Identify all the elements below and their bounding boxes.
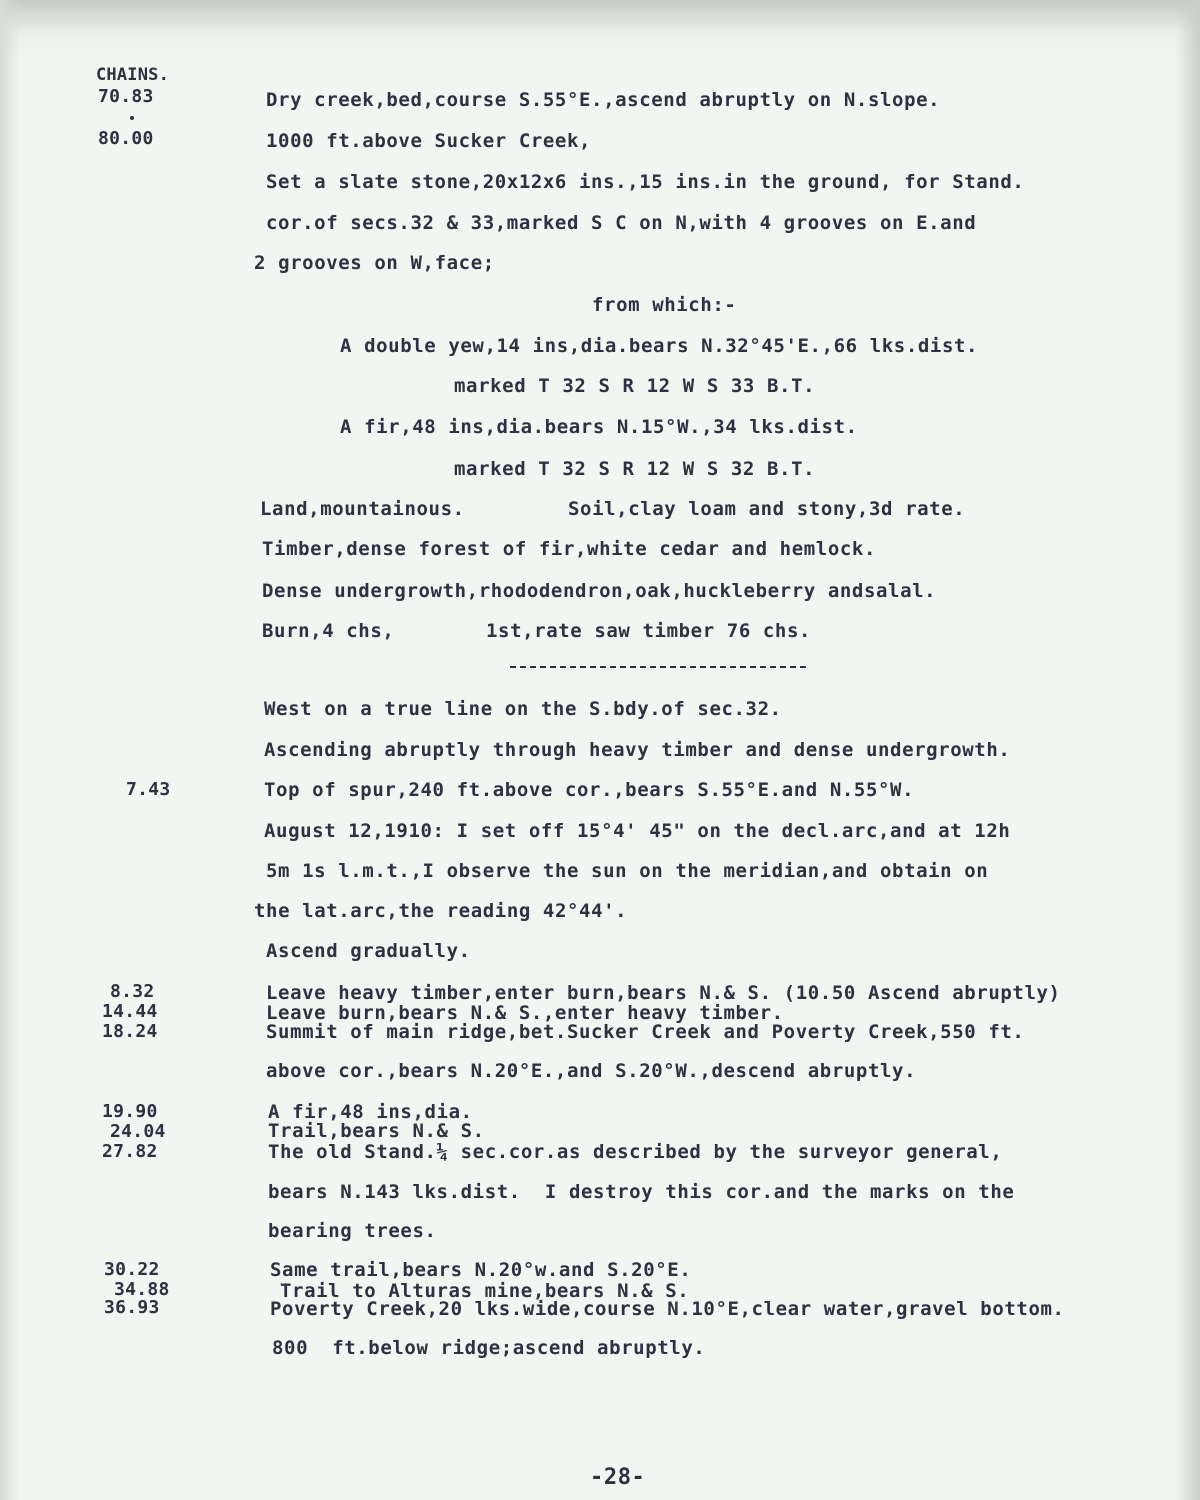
entry-text: Same trail,bears N.20°w.and S.20°E. — [270, 1259, 692, 1281]
entry-text: Top of spur,240 ft.above cor.,bears S.55°E.and N.55°W. — [264, 779, 915, 801]
chain-value: 24.04 — [110, 1121, 166, 1142]
bearing-tree-marking: marked T 32 S R 12 W S 33 B.T. — [454, 375, 816, 397]
ascend-gradually-note: Ascend gradually. — [266, 940, 471, 962]
chain-value: 27.82 — [102, 1141, 158, 1162]
page-right-edge — [1176, 0, 1200, 1500]
entry-text: Leave heavy timber,enter burn,bears N.& S. (10.50 Ascend abruptly) — [266, 982, 1061, 1004]
observation-line: the lat.arc,the reading 42°44'. — [254, 900, 628, 922]
page-number: -28- — [590, 1465, 646, 1490]
chains-column-header: CHAINS. — [96, 65, 170, 85]
line-heading: West on a true line on the S.bdy.of sec.32. — [264, 698, 782, 720]
corner-line: Set a slate stone,20x12x6 ins.,15 ins.in the ground, for Stand. — [266, 171, 1025, 193]
observation-line: 5m 1s l.m.t.,I observe the sun on the meridian,and obtain on — [266, 860, 989, 882]
entry-text: Dry creek,bed,course S.55°E.,ascend abruptly on N.slope. — [266, 89, 941, 111]
entry-continuation: bears N.143 lks.dist. I destroy this cor.and the marks on the — [268, 1181, 1015, 1203]
section-divider — [510, 666, 806, 668]
chain-value: 18.24 — [102, 1021, 158, 1042]
entry-text: 1000 ft.above Sucker Creek, — [266, 130, 592, 152]
land-description: Land,mountainous. — [260, 498, 465, 520]
chain-value: 14.44 — [102, 1001, 158, 1022]
burn-description: Burn,4 chs, — [262, 620, 395, 642]
ascending-note: Ascending abruptly through heavy timber and dense undergrowth. — [264, 739, 1011, 761]
chain-value: 19.90 — [102, 1101, 158, 1122]
ditto-dot — [130, 116, 134, 120]
chain-value: 7.43 — [126, 779, 171, 800]
observation-line: August 12,1910: I set off 15°4' 45" on the decl.arc,and at 12h — [264, 820, 1011, 842]
chain-value: 30.22 — [104, 1259, 160, 1280]
entry-text: Summit of main ridge,bet.Sucker Creek and Poverty Creek,550 ft. — [266, 1021, 1025, 1043]
corner-line: cor.of secs.32 & 33,marked S C on N,with 4 grooves on E.and — [266, 212, 977, 234]
entry-text: Leave burn,bears N.& S.,enter heavy timber. — [266, 1002, 784, 1024]
soil-description: Soil,clay loam and stony,3d rate. — [568, 498, 966, 520]
chain-value: 8.32 — [110, 981, 155, 1002]
timber-description: Timber,dense forest of fir,white cedar and hemlock. — [262, 538, 876, 560]
chain-value: 36.93 — [104, 1297, 160, 1318]
bearing-tree-description: A fir,48 ins,dia.bears N.15°W.,34 lks.dist. — [340, 416, 858, 438]
saw-timber-description: 1st,rate saw timber 76 chs. — [486, 620, 812, 642]
entry-continuation: above cor.,bears N.20°E.,and S.20°W.,descend abruptly. — [266, 1060, 917, 1082]
entry-text: Trail to Alturas mine,bears N.& S. — [280, 1280, 690, 1302]
page-top-shadow — [0, 0, 1200, 60]
chain-value: 70.83 — [98, 86, 154, 107]
chain-value: 80.00 — [98, 128, 154, 149]
entry-text: Trail,bears N.& S. — [268, 1120, 485, 1142]
entry-continuation: 800 ft.below ridge;ascend abruptly. — [272, 1337, 706, 1359]
entry-text: The old Stand.¼ sec.cor.as described by the surveyor general, — [268, 1141, 1003, 1163]
page-left-edge — [0, 0, 20, 1500]
entry-text: A fir,48 ins,dia. — [268, 1101, 473, 1123]
entry-text: Poverty Creek,20 lks.wide,course N.10°E,clear water,gravel bottom. — [270, 1298, 1065, 1320]
from-which-heading: from which:- — [592, 294, 737, 316]
entry-continuation: bearing trees. — [268, 1220, 437, 1242]
undergrowth-description: Dense undergrowth,rhododendron,oak,huckleberry andsalal. — [262, 580, 937, 602]
bearing-tree-description: A double yew,14 ins,dia.bears N.32°45'E.,66 lks.dist. — [340, 335, 979, 357]
corner-line: 2 grooves on W,face; — [254, 252, 495, 274]
chain-value: 34.88 — [114, 1279, 170, 1300]
bearing-tree-marking: marked T 32 S R 12 W S 32 B.T. — [454, 458, 816, 480]
